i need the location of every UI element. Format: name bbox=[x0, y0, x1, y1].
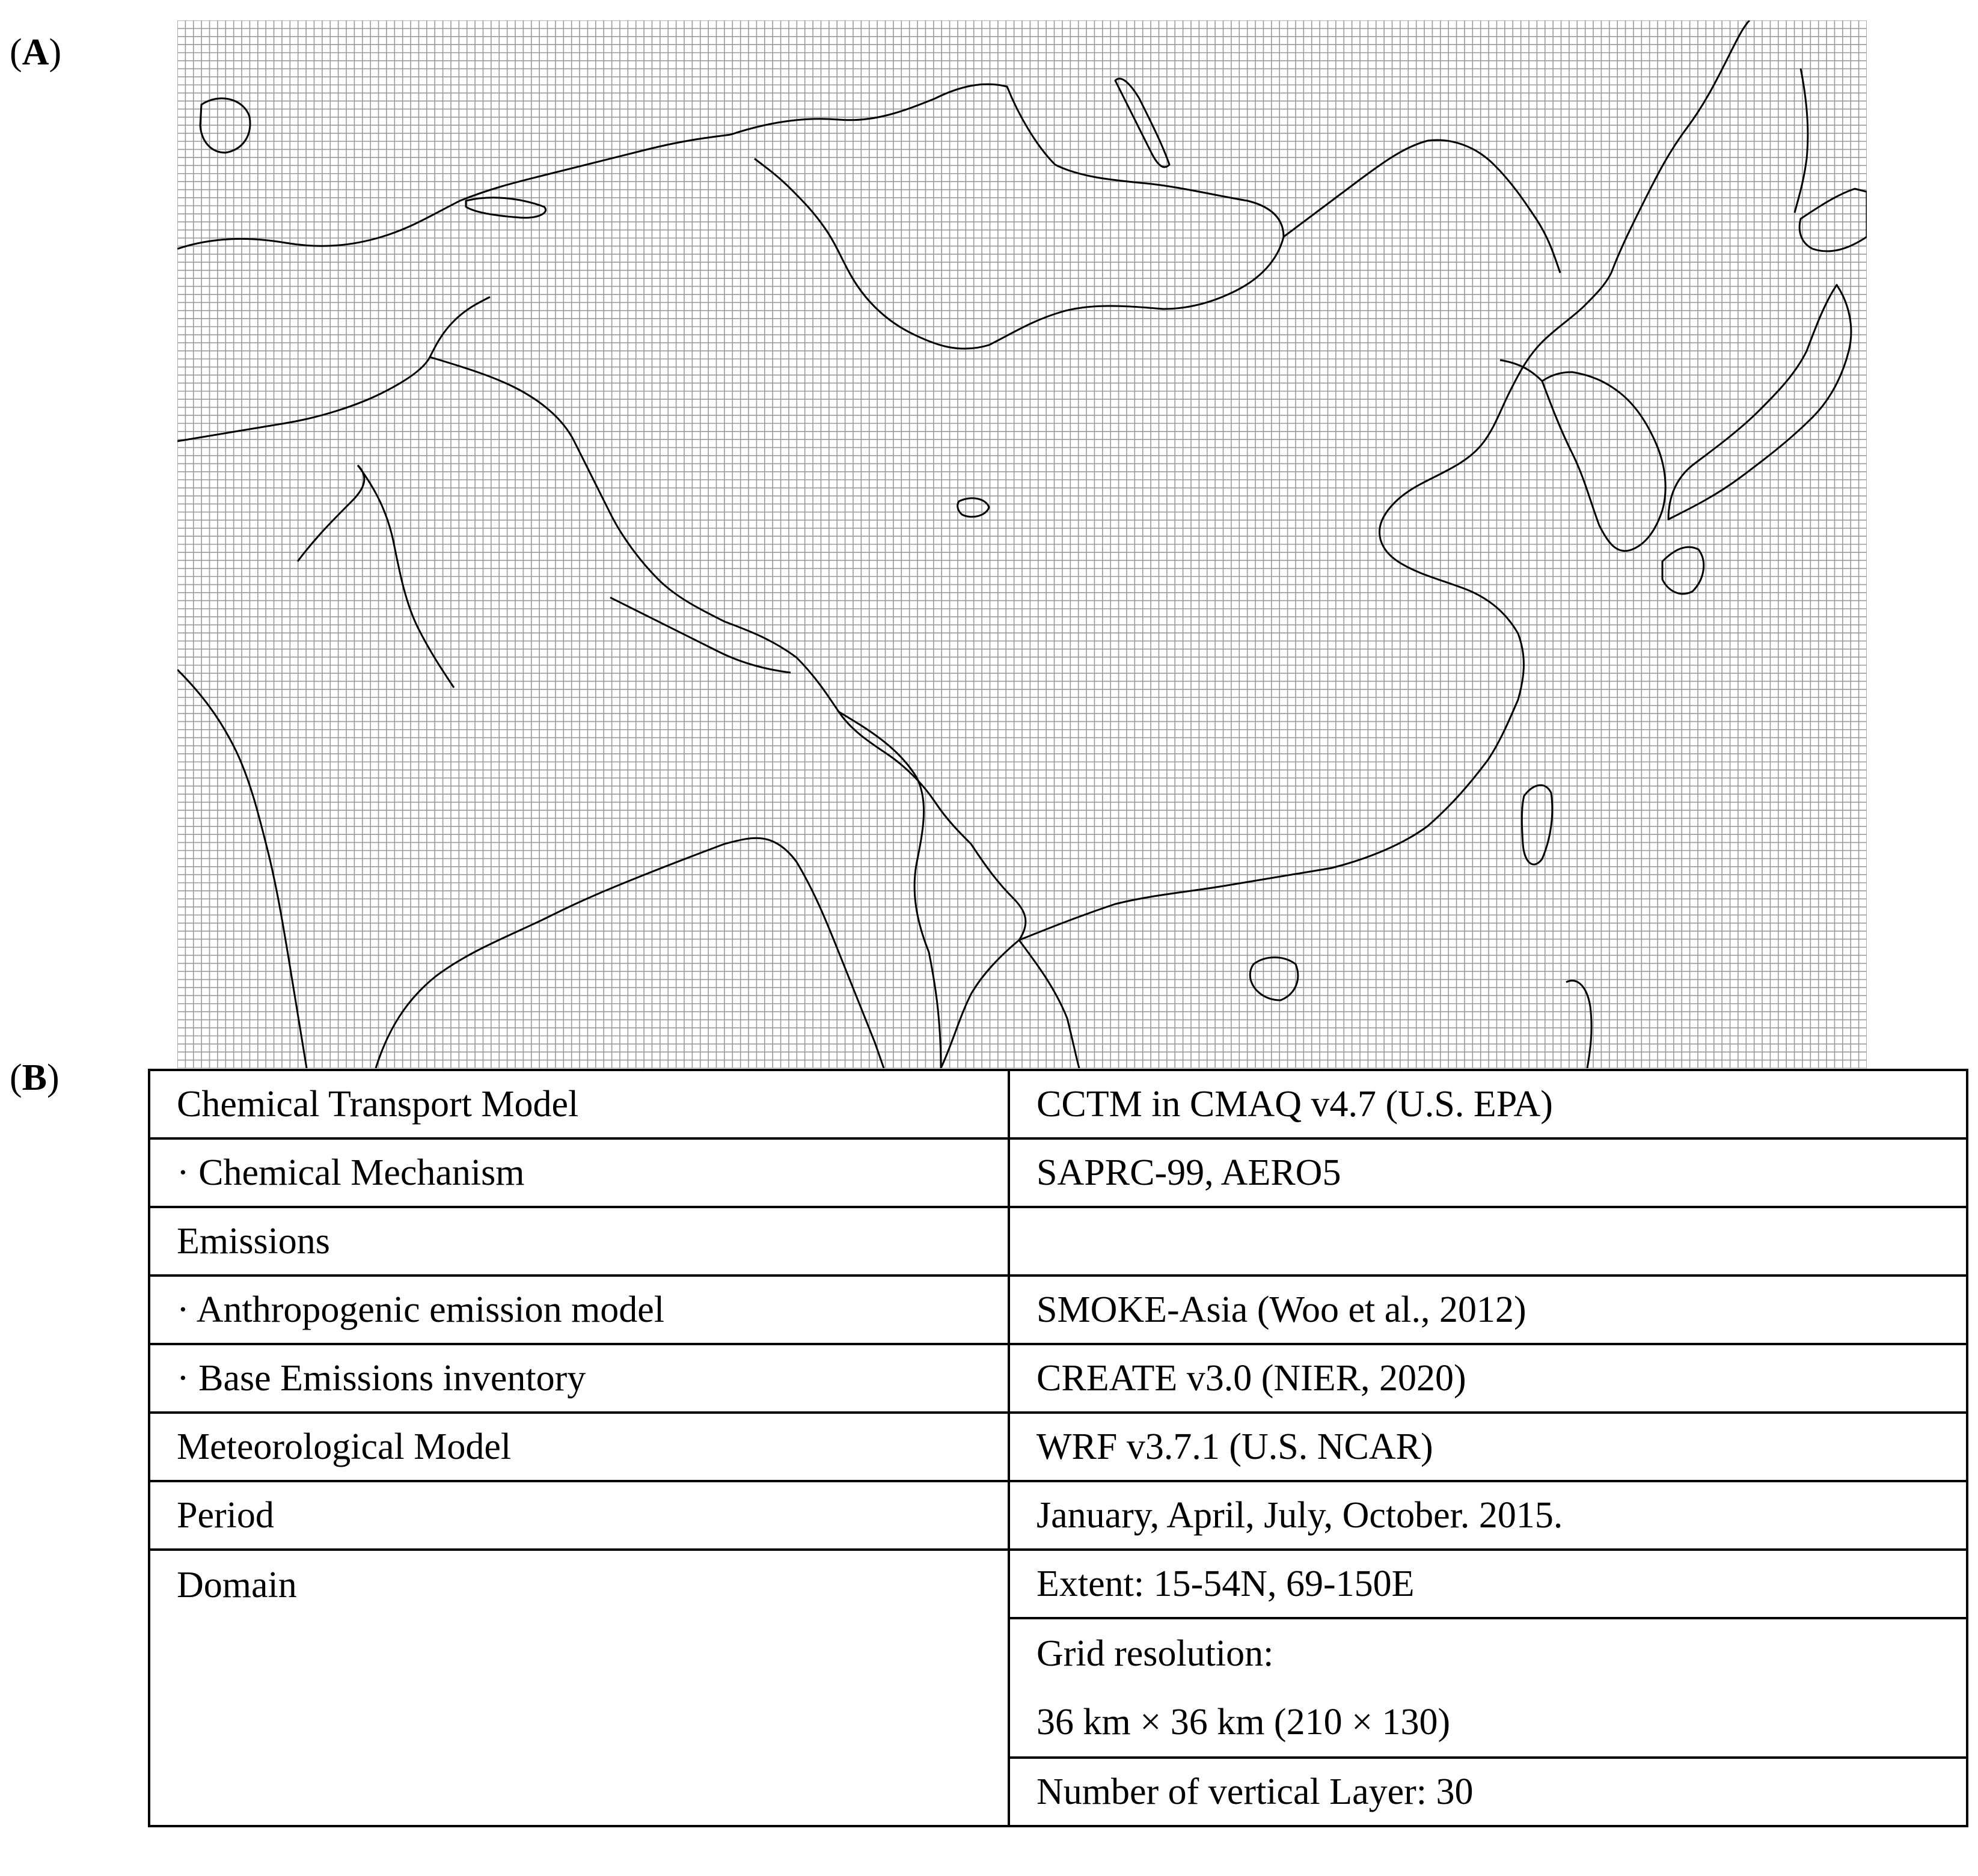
model-configuration-table bbox=[148, 1069, 1968, 1827]
table-row bbox=[149, 1207, 1967, 1276]
model-domain-map bbox=[177, 20, 1867, 1068]
domain-extent-cell: Extent: 15-54N, 69-150E bbox=[1009, 1550, 1967, 1618]
value-cell: CCTM in CMAQ v4.7 (U.S. EPA) bbox=[1009, 1070, 1967, 1138]
value-cell bbox=[1009, 1207, 1967, 1276]
value-cell: January, April, July, October. 2015. bbox=[1009, 1481, 1967, 1550]
value-cell: SAPRC-99, AERO5 bbox=[1009, 1138, 1967, 1207]
vertical-layers-cell: Number of vertical Layer: 30 bbox=[1009, 1758, 1967, 1826]
table-row bbox=[149, 1276, 1967, 1344]
parameter-cell: Emissions bbox=[149, 1207, 1009, 1276]
table-row bbox=[149, 1550, 1967, 1618]
table-row bbox=[149, 1138, 1967, 1207]
grid-resolution-cell bbox=[1009, 1618, 1967, 1758]
domain-parameter-cell: Domain bbox=[149, 1550, 1009, 1826]
panel-b-label: (B) bbox=[10, 1057, 60, 1098]
value-cell: CREATE v3.0 (NIER, 2020) bbox=[1009, 1344, 1967, 1413]
grid-resolution-label: Grid resolution: bbox=[1036, 1633, 1274, 1674]
parameter-cell: Meteorological Model bbox=[149, 1413, 1009, 1481]
table-row bbox=[149, 1481, 1967, 1550]
value-cell: SMOKE-Asia (Woo et al., 2012) bbox=[1009, 1276, 1967, 1344]
parameter-cell: · Base Emissions inventory bbox=[149, 1344, 1009, 1413]
table-row bbox=[149, 1413, 1967, 1481]
parameter-cell: Chemical Transport Model bbox=[149, 1070, 1009, 1138]
table-row bbox=[149, 1344, 1967, 1413]
parameter-cell: · Anthropogenic emission model bbox=[149, 1276, 1009, 1344]
panel-a-label: (A) bbox=[10, 32, 62, 73]
value-cell: WRF v3.7.1 (U.S. NCAR) bbox=[1009, 1413, 1967, 1481]
parameter-cell: Period bbox=[149, 1481, 1009, 1550]
parameter-cell: · Chemical Mechanism bbox=[149, 1138, 1009, 1207]
grid-resolution-value: 36 km × 36 km (210 × 130) bbox=[1036, 1702, 1451, 1743]
table-row bbox=[149, 1070, 1967, 1138]
